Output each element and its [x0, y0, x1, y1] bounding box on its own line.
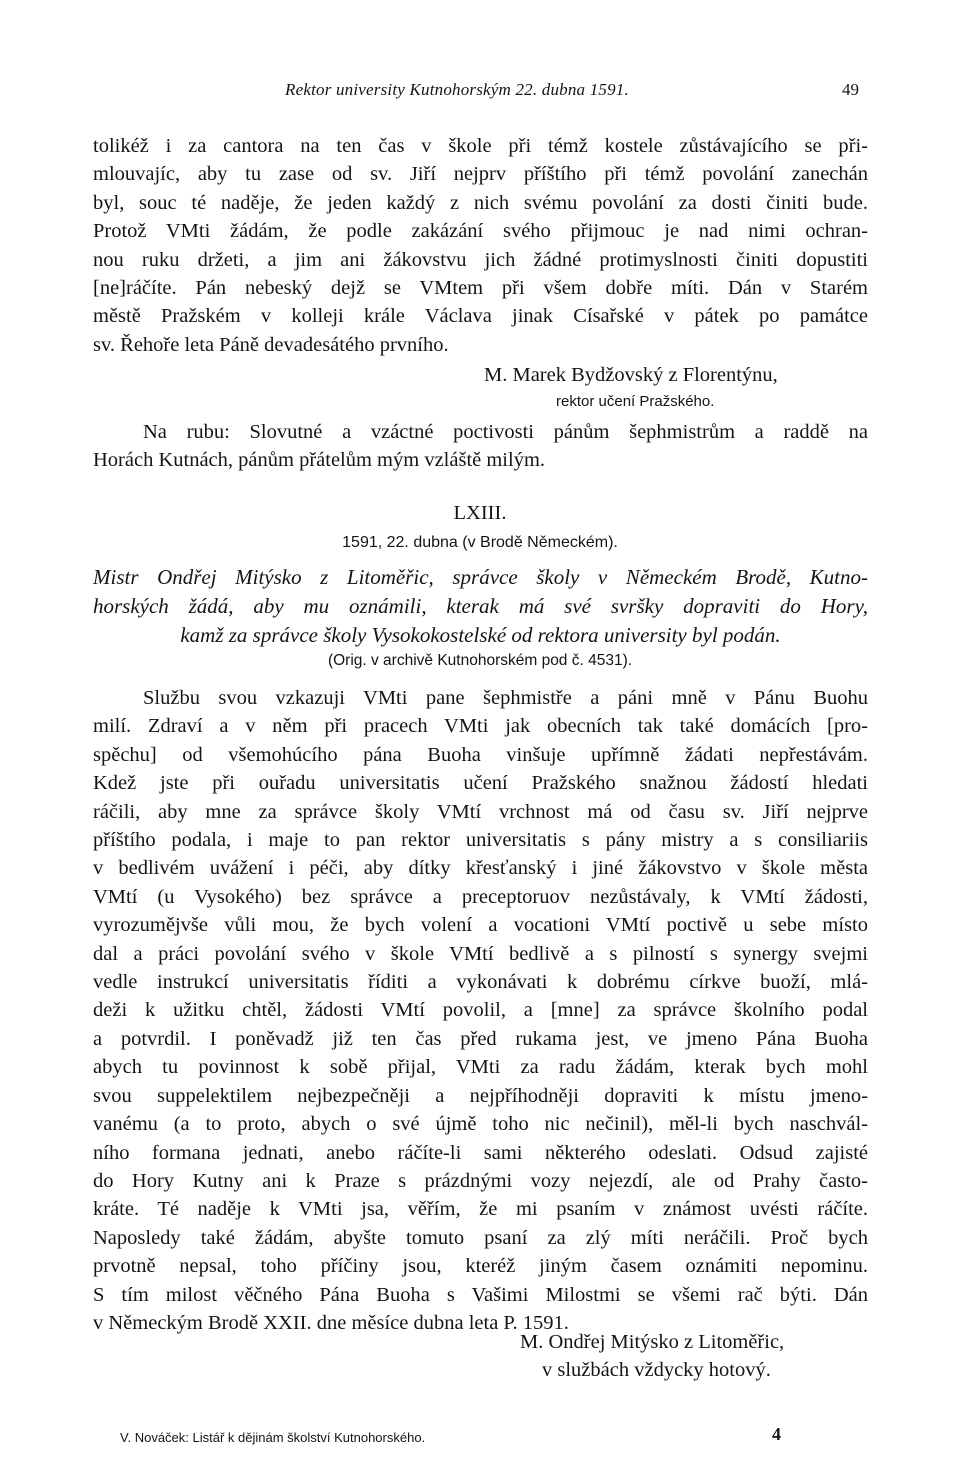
regest-line: horských žádá, aby mu oznámili, kterak má své svršky dopraviti do Hory, [93, 594, 868, 618]
running-header: Rektor university Kutnohorským 22. dubna 1591. [285, 80, 629, 99]
signature-line: M. Ondřej Mitýsko z Litoměřic, [520, 1331, 785, 1353]
text-line: nou ruku držeti, a jim ani žákovstvu jich žádné protimyslnosti činiti dopustiti [93, 248, 868, 271]
text-line: S tím milost věčného Pána Buoha s Vašimi Milostmi se všemi rač býti. Dán [93, 1283, 868, 1306]
signature-ondrej-mitysko [520, 1328, 784, 1385]
text-line: Naposledy také žádám, abyšte tomuto psaní za zlý míti neráčili. Proč bych [93, 1226, 868, 1249]
sheet-signature-number: 4 [772, 1424, 781, 1444]
letter-62-body [93, 132, 868, 359]
text-line: byl, souc té naděje, že jeden každý z nich svému povolání za dosti činiti bude. [93, 191, 868, 214]
text-line: [ne]ráčíte. Pán nebeský dejž se VMtem při všem dobře míti. Dán v Starém [93, 277, 868, 300]
letter-63-body [93, 684, 868, 1337]
signature-line: v službách vždycky hotový. [542, 1359, 771, 1382]
regest-line: Mistr Ondřej Mitýsko z Litoměřic, správce školy v Německém Brodě, Kutno- [93, 565, 868, 589]
text-line: mlouvajíc, aby tu zase od sv. Jiří nejprv příštího při témž povolání zanechán [93, 163, 868, 186]
text-line: v bedlivém uvážení i péči, aby dítky křesťanský i jiné žákovstvo v škole města [93, 857, 868, 880]
text-line: v Německým Brodě XXII. dne měsíce dubna leta P. 1591. [93, 1311, 569, 1334]
document-date-place: 1591, 22. dubna (v Brodě Německém). [342, 534, 618, 551]
text-line: VMtí (u Vysokého) bez správce a preceptoruov nezůstávaly, k VMtí žádosti, [93, 885, 868, 908]
text-line: abych tu povinnost k sobě přijal, VMti za radu žádám, kterak bych mohl [93, 1056, 868, 1079]
text-line: vedle instrukcí universitatis říditi a vykonávati k dobrému církve buoží, mlá- [93, 971, 868, 994]
text-line: spěchu] od všemohúcího pána Buoha vinšuje upřímně žádati nepřestávám. [93, 743, 868, 766]
text-line: prvotně nepsal, toho příčiny jsou, kteréž jiným časem oznámiti nepominu. [93, 1255, 868, 1278]
text-line: do Hory Kutny ani k Praze s prázdnými vozy nejezdí, ale od Prahy často- [93, 1169, 868, 1192]
text-line: Kdež jste při ouřadu universitatis učení Pražského snažnou žádostí hledati [93, 772, 868, 795]
footer-reference: V. Nováček: Listář k dějinám školství Kutnohorského. [120, 1430, 426, 1445]
text-line: Protož VMti žádám, že podle zakázání svého přijmouc je nad nimi ochran- [93, 220, 868, 243]
regest-line: kamž za správce školy Vysokokostelské od rektora university byl podán. [180, 623, 781, 647]
text-line: Horách Kutnách, pánům přátelům mým vzláště milým. [93, 449, 546, 472]
text-line: milí. Zdraví a v něm při pracech VMti jak obecních tak také domácích [pro- [93, 715, 868, 738]
text-line: ního formana jednati, anebo ráčíte-li sami některého odeslati. Odsud zajisté [93, 1141, 868, 1164]
document-number: LXIII. [453, 502, 507, 524]
text-line: Službu svou vzkazuji VMti pane šephmistře a páni mně v Pánu Buohu [143, 687, 868, 709]
text-line: příštího podala, i maje to pan rektor universitatis s pány mistry a s consiliariis [93, 829, 868, 852]
text-line: sv. Řehoře leta Páně devadesátého prvního. [93, 333, 449, 356]
page-number: 49 [842, 80, 859, 99]
verso-note [93, 418, 868, 475]
text-line: kráte. Té naděje k VMti jsa, věřím, že mi psaním v známost uvésti ráčíte. [93, 1198, 868, 1221]
text-line: městě Pražském v kolleji krále Václava jinak Císařské v pátek po památce [93, 305, 868, 328]
source-note: (Orig. v archivě Kutnohorském pod č. 4531). [327, 652, 633, 669]
text-line: vanému (a to proto, abych o své újmě toho nic nečinil), měl-li bych naschvál- [93, 1113, 868, 1136]
text-line: vyrozumějvše vůli mou, že bych volení a vocationi VMtí poctivě u sebe místo [93, 914, 868, 937]
signature-title: rektor učení Pražského. [556, 393, 715, 410]
text-line: tolikéž i za cantora na ten čas v škole při témž kostele zůstávajícího se při- [93, 135, 868, 157]
text-line: Na rubu: Slovutné a vzáctné poctivosti pánům šephmistrům a raddě na [143, 421, 868, 443]
text-line: a potvrdil. I poněvadž již ten čas před rukama jest, ve jmeno Pána Buoha [93, 1027, 868, 1050]
text-line: svou suppelektilem nejbezpečněji a nejpříhodněji dopraviti k místu jmeno- [93, 1084, 868, 1107]
signature-marek-bydzovsky: M. Marek Bydžovský z Florentýnu, [484, 364, 778, 386]
text-line: dal a práci povolání svého v škole VMtí bedlivě a s pilností s synergy svejmi [93, 942, 868, 965]
regest [93, 563, 868, 650]
text-line: ráčili, aby mne za správce školy VMtí vrchnost má od času sv. Jiří nejprve [93, 800, 868, 823]
text-line: deži k užitku chtěl, žádosti VMtí povolil, a [mne] za správce školního podal [93, 999, 868, 1022]
